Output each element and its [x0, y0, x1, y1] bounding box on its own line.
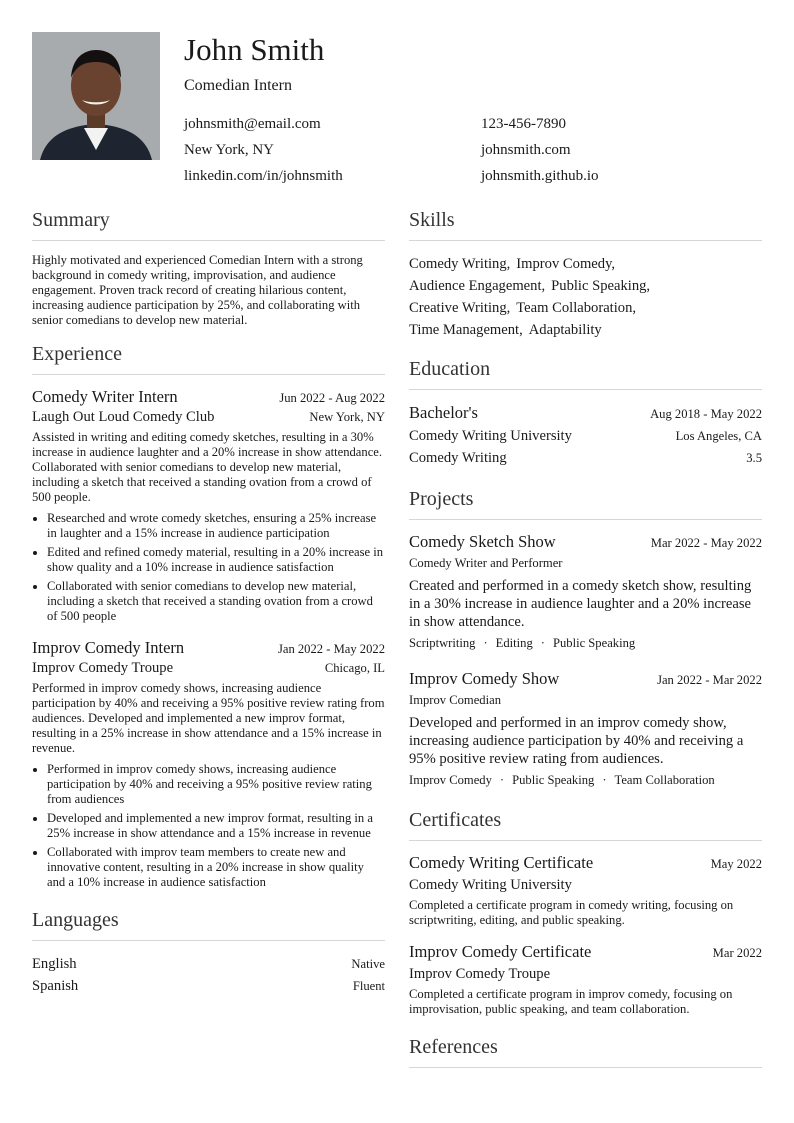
- project-item: [409, 532, 762, 651]
- contact-email[interactable]: johnsmith@email.com: [184, 116, 321, 132]
- certificate-item: [409, 853, 762, 928]
- contact-linkedin[interactable]: linkedin.com/in/johnsmith: [184, 168, 343, 184]
- education-field-row: [409, 447, 762, 469]
- experience-company: Improv Comedy Troupe: [32, 660, 174, 676]
- language-row: [32, 953, 385, 975]
- skills-list: [409, 253, 762, 341]
- experience-position: Comedy Writer Intern: [32, 387, 178, 406]
- certificate-description: Completed a certificate program in improv comedy, focusing on improvisation, public speaking, and team collaboration.: [409, 987, 733, 1016]
- experience-company: Laugh Out Loud Comedy Club: [32, 409, 215, 425]
- avatar-icon: [32, 32, 160, 160]
- project-item: [409, 669, 762, 788]
- education-school: Comedy Writing University: [409, 428, 572, 444]
- skills-section: [409, 208, 762, 341]
- language-level: Native: [351, 957, 385, 971]
- project-role: Comedy Writer and Performer: [409, 556, 563, 570]
- skill-item: Creative Writing,: [409, 300, 511, 316]
- experience-dates: Jun 2022 - Aug 2022: [279, 391, 385, 405]
- experience-summary: Assisted in writing and editing comedy sketches, resulting in a 30% increase in audience laughter and a 20% increase in show attendance. Collaborated with senior comedians to develop new material, including a sketch that received a standing ovation from a crowd of 500 people.: [32, 430, 383, 504]
- languages-title: Languages: [32, 908, 385, 941]
- project-role: Improv Comedian: [409, 693, 501, 707]
- certificate-issuer: Comedy Writing University: [409, 877, 572, 893]
- contact-location: New York, NY: [184, 142, 275, 158]
- project-dates: Jan 2022 - Mar 2022: [657, 673, 762, 687]
- certificates-section: [409, 808, 762, 1017]
- left-column: [32, 208, 385, 1011]
- project-name: Comedy Sketch Show: [409, 532, 556, 551]
- experience-item: [32, 638, 385, 890]
- contact-github[interactable]: johnsmith.github.io: [481, 168, 599, 184]
- experience-section: [32, 342, 385, 890]
- project-description: Created and performed in a comedy sketch show, resulting in a 30% increase in audience laughter and a 20% increase in show attendance.: [409, 578, 752, 630]
- resume-header: [32, 32, 762, 192]
- experience-bullet: • Collaborated with senior comedians to develop new material, including a sketch that received a standing ovation from a crowd of 500 people: [47, 579, 385, 624]
- experience-location: Chicago, IL: [324, 661, 385, 675]
- skill-item: Adaptability: [528, 322, 602, 338]
- certificate-date: May 2022: [710, 857, 762, 871]
- experience-bullets: [32, 511, 385, 624]
- education-degree-row: [409, 402, 762, 425]
- skill-item: Comedy Writing,: [409, 256, 511, 272]
- profile-photo: [32, 32, 160, 160]
- skill-item: Public Speaking,: [551, 278, 651, 294]
- summary-text: Highly motivated and experienced Comedian Intern with a strong background in comedy writing, improvisation, and audience engagement. Proven track record of creating hilarious content, increasing audience participation by 25%, and collaborating with senior comedians to develop new material.: [32, 253, 363, 327]
- experience-bullets: [32, 762, 385, 890]
- certificate-name: Improv Comedy Certificate: [409, 942, 592, 961]
- language-level: Fluent: [352, 979, 385, 993]
- references-section: [409, 1035, 762, 1068]
- experience-summary: Performed in improv comedy shows, increasing audience participation by 40% and receiving a 95% positive review rating from audiences. Developed and implemented a new improv format, resulting in a 25% increase in show attendance and a 15% increase in revenue.: [32, 681, 385, 755]
- language-row: [32, 975, 385, 997]
- skills-title: Skills: [409, 208, 762, 241]
- education-degree: Bachelor's: [409, 403, 478, 422]
- project-tag: Team Collaboration: [614, 773, 715, 787]
- contact-website[interactable]: johnsmith.com: [481, 142, 571, 158]
- summary-title: Summary: [32, 208, 385, 241]
- project-name: Improv Comedy Show: [409, 669, 560, 688]
- right-column: [409, 208, 762, 1082]
- certificate-issuer: Improv Comedy Troupe: [409, 966, 551, 982]
- certificate-description: Completed a certificate program in comedy writing, focusing on scriptwriting, editing, and public speaking.: [409, 898, 734, 927]
- experience-bullet: • Performed in improv comedy shows, increasing audience participation by 40% and receiving a 95% positive review rating from audiences: [47, 762, 385, 807]
- education-field: Comedy Writing: [409, 450, 507, 466]
- resume-page: [32, 32, 762, 1058]
- experience-bullet: • Collaborated with improv team members to create new and innovative content, resulting in a 20% increase in show quality and a 10% increase in audience satisfaction: [47, 845, 385, 890]
- experience-title: Experience: [32, 342, 385, 375]
- experience-position: Improv Comedy Intern: [32, 638, 185, 657]
- project-tag: Public Speaking: [512, 773, 595, 787]
- project-tags: Scriptwriting · Editing · Public Speaking: [409, 636, 636, 650]
- education-title: Education: [409, 357, 762, 390]
- skill-item: Time Management,: [409, 322, 523, 338]
- language-name: Spanish: [32, 978, 79, 994]
- project-description: Developed and performed in an improv comedy show, increasing audience participation by 40% and receiving a 95% positive review rating from audiences.: [409, 715, 744, 767]
- education-section: [409, 357, 762, 469]
- certificates-title: Certificates: [409, 808, 762, 841]
- certificate-item: [409, 942, 762, 1017]
- project-tag: Public Speaking: [552, 636, 636, 650]
- education-location: Los Angeles, CA: [675, 429, 762, 443]
- certificate-date: Mar 2022: [712, 946, 762, 960]
- contact-phone[interactable]: 123-456-7890: [481, 116, 566, 132]
- references-title: References: [409, 1035, 762, 1068]
- experience-location: New York, NY: [309, 410, 385, 424]
- languages-section: [32, 908, 385, 997]
- experience-item: [32, 387, 385, 624]
- experience-bullet: • Edited and refined comedy material, resulting in a 20% increase in show quality and a 10% increase in audience satisfaction: [47, 545, 385, 575]
- experience-dates: Jan 2022 - May 2022: [277, 642, 385, 656]
- education-dates: Aug 2018 - May 2022: [650, 407, 762, 421]
- skill-item: Audience Engagement,: [409, 278, 546, 294]
- projects-section: [409, 487, 762, 788]
- projects-title: Projects: [409, 487, 762, 520]
- skill-item: Team Collaboration,: [516, 300, 637, 316]
- summary-section: [32, 208, 385, 328]
- candidate-name: John Smith: [184, 32, 325, 67]
- candidate-headline: Comedian Intern: [184, 77, 292, 94]
- experience-bullet: • Researched and wrote comedy sketches, ensuring a 25% increase in laughter and a 15% increase in audience participation: [47, 511, 385, 541]
- project-tags: Improv Comedy · Public Speaking · Team Collaboration: [409, 773, 715, 787]
- education-school-row: [409, 425, 762, 447]
- experience-bullet: • Developed and implemented a new improv format, resulting in a 25% increase in show attendance and a 15% increase in revenue: [47, 811, 385, 841]
- project-tag: Editing: [495, 636, 533, 650]
- project-dates: Mar 2022 - May 2022: [650, 536, 762, 550]
- education-gpa: 3.5: [746, 451, 762, 465]
- project-tag: Improv Comedy: [409, 773, 492, 787]
- project-tag: Scriptwriting: [409, 636, 476, 650]
- certificate-name: Comedy Writing Certificate: [409, 853, 594, 872]
- skill-item: Improv Comedy,: [516, 256, 616, 272]
- language-name: English: [32, 956, 77, 972]
